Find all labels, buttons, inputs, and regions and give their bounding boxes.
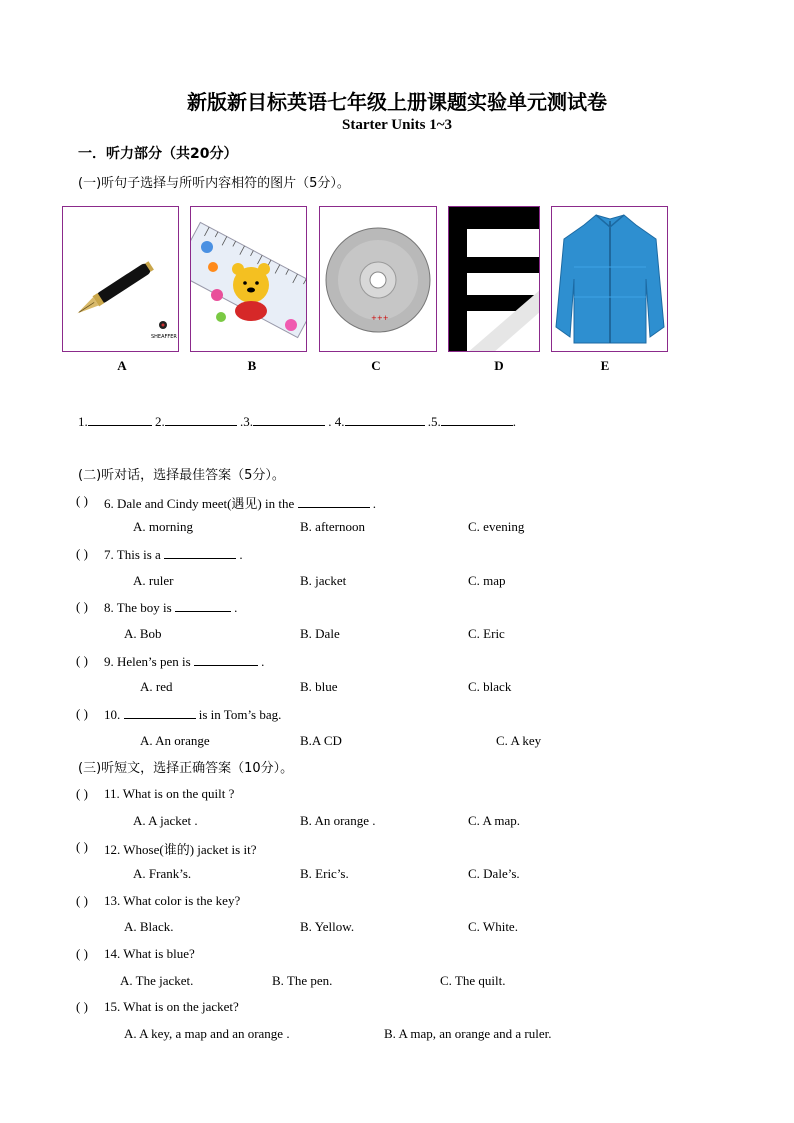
picture-letter-b: B bbox=[247, 358, 257, 373]
q8-option-b[interactable]: B. Dale bbox=[300, 626, 340, 641]
q8-option-c[interactable]: C. Eric bbox=[468, 626, 505, 641]
q8-stem bbox=[104, 599, 237, 616]
q7-blank[interactable] bbox=[164, 546, 236, 559]
q7-stem bbox=[104, 546, 243, 563]
q12-option-c[interactable]: C. Dale’s. bbox=[468, 866, 520, 881]
q12-option-b[interactable]: B. Eric’s. bbox=[300, 866, 349, 881]
picture-a-frame bbox=[62, 206, 179, 352]
q10-option-b[interactable]: B.A CD bbox=[300, 733, 342, 748]
q9-stem bbox=[104, 653, 264, 670]
answer-4-blank[interactable] bbox=[345, 413, 425, 426]
q7-option-b[interactable]: B. jacket bbox=[300, 573, 347, 588]
q13-option-b[interactable]: B. Yellow. bbox=[300, 919, 355, 934]
q6-option-c[interactable]: C. evening bbox=[468, 519, 525, 534]
q10-text: 10. bbox=[104, 707, 121, 722]
q15-option-b[interactable]: B. A map, an orange and a ruler. bbox=[384, 1026, 552, 1041]
q10-stem bbox=[104, 706, 281, 723]
q15-option-a[interactable]: A. A key, a map and an orange . bbox=[124, 1026, 290, 1041]
q8-answer-paren[interactable]: ( ) bbox=[76, 599, 88, 614]
q10-end: is in Tom’s bag. bbox=[198, 707, 282, 722]
q7-end: . bbox=[239, 547, 243, 562]
page-subtitle: Starter Units 1~3 bbox=[341, 117, 452, 133]
part3-instruction: (三)听短文，选择正确答案（10分）。 bbox=[78, 761, 294, 776]
q12-answer-paren[interactable]: ( ) bbox=[76, 839, 88, 854]
answer-1-number: 1. bbox=[78, 414, 88, 429]
pen-brand-label: SHEAFFER bbox=[151, 334, 177, 340]
q9-option-b[interactable]: B. blue bbox=[300, 679, 338, 694]
q11-text: 11. What is on the quilt ? bbox=[104, 786, 235, 801]
q15-text: 15. What is on the jacket? bbox=[104, 999, 239, 1014]
q13-option-a[interactable]: A. Black. bbox=[124, 919, 174, 934]
q8-blank[interactable] bbox=[175, 599, 231, 612]
q9-end: . bbox=[261, 654, 265, 669]
answer-5-number: .5. bbox=[427, 414, 441, 429]
q14-option-a[interactable]: A. The jacket. bbox=[120, 973, 194, 988]
answer-2-number: 2. bbox=[155, 414, 165, 429]
jacket-icon bbox=[552, 207, 668, 352]
q13-text: 13. What color is the key? bbox=[104, 893, 241, 908]
picture-letter-e: E bbox=[600, 358, 610, 373]
q8-end: . bbox=[234, 600, 238, 615]
letter-e-icon bbox=[449, 207, 540, 352]
answer-4-number: . 4. bbox=[328, 414, 345, 429]
q9-option-a[interactable]: A. red bbox=[140, 679, 173, 694]
picture-b-frame bbox=[190, 206, 307, 352]
q10-blank[interactable] bbox=[124, 706, 196, 719]
q11-option-c[interactable]: C. A map. bbox=[468, 813, 521, 828]
q7-option-a[interactable]: A. ruler bbox=[133, 573, 174, 588]
answer-5-blank[interactable] bbox=[441, 413, 513, 426]
q9-blank[interactable] bbox=[194, 653, 258, 666]
q10-option-c[interactable]: C. A key bbox=[496, 733, 542, 748]
q14-option-b[interactable]: B. The pen. bbox=[272, 973, 333, 988]
q13-answer-paren[interactable]: ( ) bbox=[76, 893, 88, 908]
cd-label: +++ bbox=[371, 314, 389, 322]
q8-text: 8. The boy is bbox=[104, 600, 172, 615]
q15-answer-paren[interactable]: ( ) bbox=[76, 999, 88, 1014]
q11-option-b[interactable]: B. An orange . bbox=[300, 813, 376, 828]
picture-letter-a: A bbox=[117, 358, 127, 373]
q7-text: 7. This is a bbox=[104, 547, 161, 562]
q11-option-a[interactable]: A. A jacket . bbox=[133, 813, 198, 828]
picture-d-frame bbox=[448, 206, 540, 352]
q9-answer-paren[interactable]: ( ) bbox=[76, 653, 88, 668]
q11-answer-paren[interactable]: ( ) bbox=[76, 786, 88, 801]
q6-option-b[interactable]: B. afternoon bbox=[300, 519, 365, 534]
answer-2-blank[interactable] bbox=[165, 413, 237, 426]
answer-line-end: . bbox=[512, 414, 516, 429]
q14-answer-paren[interactable]: ( ) bbox=[76, 946, 88, 961]
q6-option-a[interactable]: A. morning bbox=[133, 519, 193, 534]
picture-letter-c: C bbox=[371, 358, 381, 373]
picture-letter-d: D bbox=[494, 358, 504, 373]
q7-answer-paren[interactable]: ( ) bbox=[76, 546, 88, 561]
q12-text: 12. Whose(谁的) jacket is it? bbox=[104, 842, 257, 857]
q10-answer-paren[interactable]: ( ) bbox=[76, 706, 88, 721]
q6-end: . bbox=[372, 496, 377, 511]
q6-blank[interactable] bbox=[298, 495, 370, 508]
q10-option-a[interactable]: A. An orange bbox=[140, 733, 210, 748]
q6-answer-paren[interactable]: ( ) bbox=[76, 493, 88, 508]
q14-text: 14. What is blue? bbox=[104, 946, 195, 961]
cd-icon bbox=[320, 207, 437, 352]
q7-option-c[interactable]: C. map bbox=[468, 573, 506, 588]
q13-option-c[interactable]: C. White. bbox=[468, 919, 518, 934]
q12-option-a[interactable]: A. Frank’s. bbox=[133, 866, 192, 881]
q9-option-c[interactable]: C. black bbox=[468, 679, 512, 694]
part2-instruction: (二)听对话，选择最佳答案（5分）。 bbox=[78, 468, 285, 483]
answer-1-blank[interactable] bbox=[88, 413, 152, 426]
picture-e-frame bbox=[551, 206, 668, 352]
section-heading-listening: 一．听力部分（共20分） bbox=[78, 146, 238, 162]
ruler-icon bbox=[191, 207, 307, 352]
q14-option-c[interactable]: C. The quilt. bbox=[440, 973, 506, 988]
picture-c-frame bbox=[319, 206, 437, 352]
q6-stem bbox=[104, 493, 376, 512]
q8-option-a[interactable]: A. Bob bbox=[124, 626, 162, 641]
q6-text: 6. Dale and Cindy meet(遇见) in the bbox=[104, 496, 295, 511]
answer-line bbox=[78, 413, 516, 430]
page-title: 新版新目标英语七年级上册课题实验单元测试卷 bbox=[187, 90, 607, 114]
answer-3-number: .3. bbox=[240, 414, 253, 429]
part1-instruction: (一)听句子选择与所听内容相符的图片（5分）。 bbox=[78, 176, 350, 191]
fountain-pen-icon bbox=[63, 207, 179, 352]
answer-3-blank[interactable] bbox=[253, 413, 325, 426]
q9-text: 9. Helen’s pen is bbox=[104, 654, 191, 669]
